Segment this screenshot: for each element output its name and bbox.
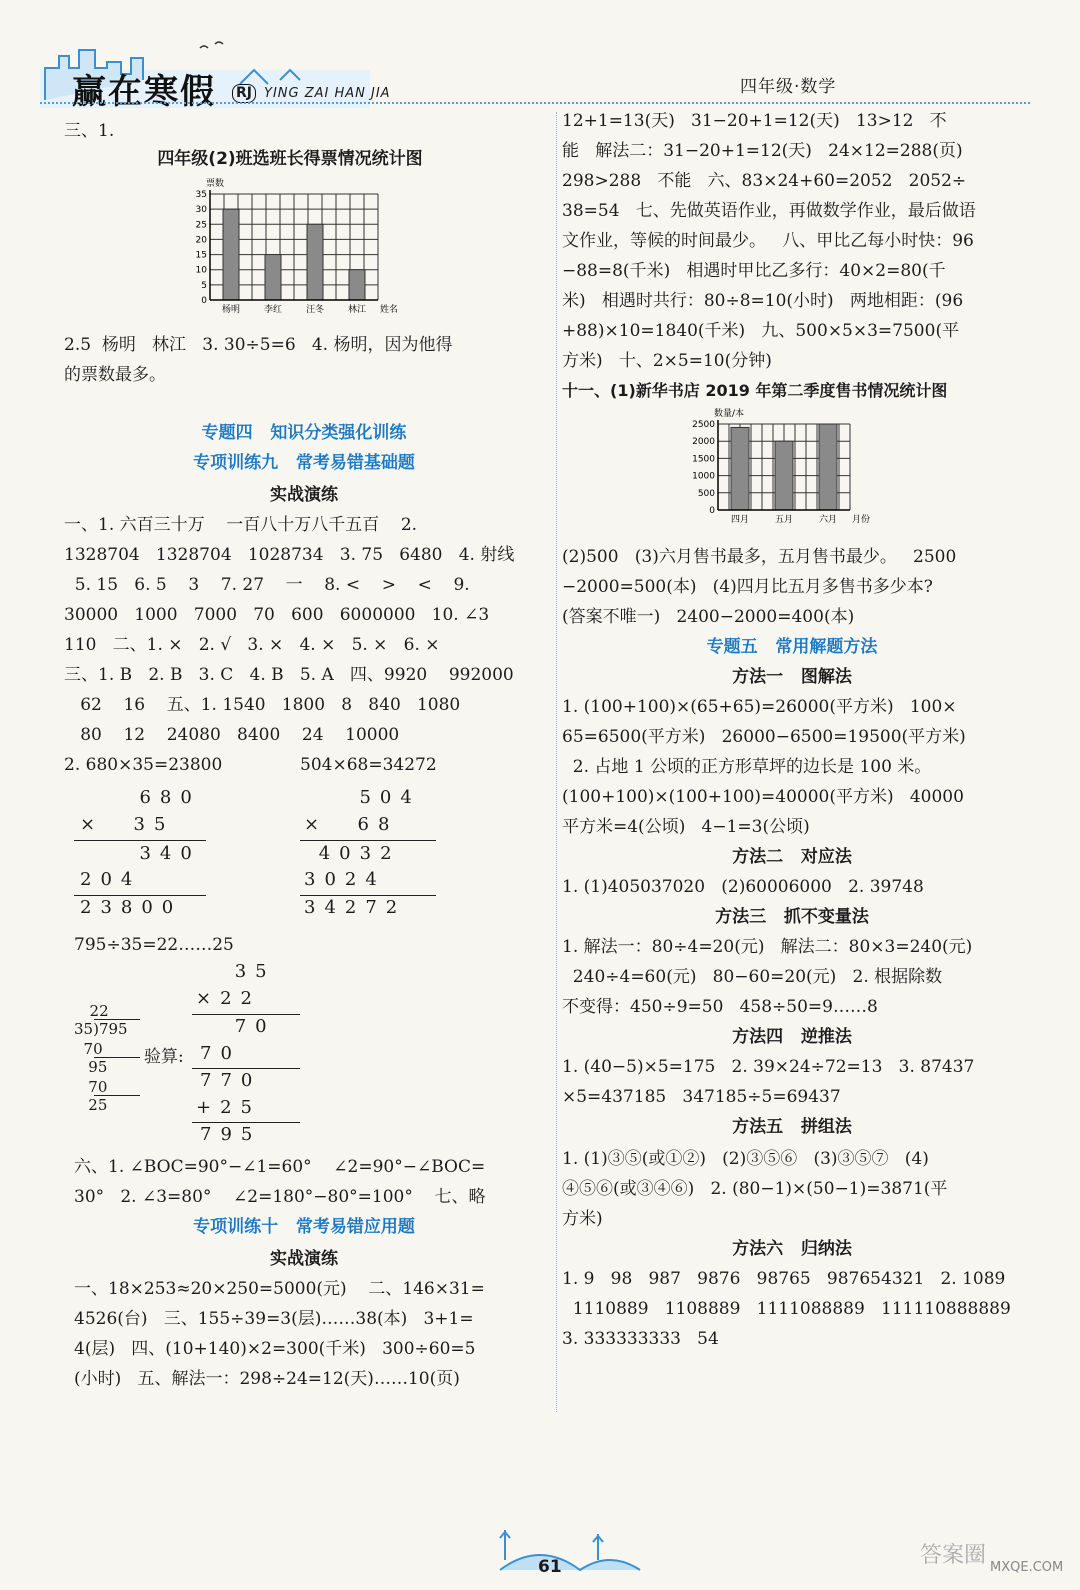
answer-line: 方米) bbox=[562, 1209, 603, 1229]
answer-line: 80 12 24080 8400 24 10000 bbox=[64, 725, 400, 745]
x-axis-label: 姓名 bbox=[380, 305, 399, 315]
chart2-title: 十一、(1)新华书店 2019 年第二季度售书情况统计图 bbox=[562, 381, 948, 400]
arith-row: 25 bbox=[74, 1096, 108, 1114]
arith-row: 22 bbox=[80, 1002, 109, 1020]
y-tick-label: 0 bbox=[201, 296, 207, 306]
x-tick-label: 四月 bbox=[730, 515, 750, 525]
y-tick-label: 0 bbox=[709, 506, 715, 516]
arith-row: +25 bbox=[196, 1097, 261, 1118]
answer-line: 65=6500(平方米) 26000−6500=19500(平方米) bbox=[562, 727, 966, 747]
arith-row: 95 bbox=[74, 1058, 108, 1076]
method-heading: 方法四 逆推法 bbox=[732, 1027, 852, 1047]
column-divider bbox=[556, 112, 557, 1412]
answer-line: 30° 2. ∠3=80° ∠2=180°−80°=100° 七、略 bbox=[74, 1187, 486, 1207]
bar bbox=[349, 270, 365, 300]
answer-line: 1328704 1328704 1028734 3. 75 6480 4. 射线 bbox=[64, 545, 515, 565]
y-axis-label: 票数 bbox=[206, 179, 225, 189]
x-axis-label: 月份 bbox=[852, 515, 871, 525]
y-tick-label: 10 bbox=[195, 265, 207, 276]
vote-bar-chart bbox=[180, 176, 400, 326]
arith-row: 70 bbox=[74, 1078, 108, 1096]
answer-line: 的票数最多。 bbox=[64, 365, 166, 385]
answer-line: 30000 1000 7000 70 600 6000000 10. ∠3 bbox=[64, 605, 490, 625]
answer-line: −2000=500(本) (4)四月比五月多售书多少本? bbox=[562, 577, 933, 597]
answer-line: 六、1. ∠BOC=90°−∠1=60° ∠2=90°−∠BOC= bbox=[74, 1157, 486, 1177]
header-rule bbox=[40, 102, 1030, 104]
answer-line: 一、18×253≈20×250=5000(元) 二、146×31= bbox=[74, 1279, 485, 1299]
arith-row: 680 bbox=[110, 787, 201, 808]
y-tick-label: 25 bbox=[195, 220, 207, 231]
arith-row: 204 bbox=[80, 869, 142, 890]
x-tick-label: 六月 bbox=[818, 515, 838, 525]
answer-line: (答案不唯一) 2400−2000=400(本) bbox=[562, 607, 855, 627]
method-heading: 方法三 抓不变量法 bbox=[715, 907, 869, 927]
x-tick-label: 汪冬 bbox=[305, 305, 325, 315]
answer-line: 62 16 五、1. 1540 1800 8 840 1080 bbox=[64, 695, 461, 715]
arith-row: 23800 bbox=[80, 897, 183, 918]
arith-row: 795 bbox=[200, 1124, 262, 1145]
training10-heading: 专项训练十 常考易错应用题 bbox=[193, 1217, 415, 1237]
answer-line: ④⑤⑥(或③④⑥) 2. (80−1)×(50−1)=3871(平 bbox=[562, 1179, 948, 1199]
arith-row: 35 bbox=[220, 961, 276, 982]
chart1-title: 四年级(2)班选班长得票情况统计图 bbox=[157, 149, 423, 169]
method-heading: 方法五 拼组法 bbox=[732, 1117, 852, 1137]
answer-line: 文作业，等候的时间最少。 八、甲比乙每小时快：96 bbox=[562, 231, 974, 251]
method-heading: 方法一 图解法 bbox=[732, 667, 852, 687]
answer-line: 一、1. 六百三十万 一百八十万八千五百 2. bbox=[64, 515, 418, 535]
page-number: 61 bbox=[538, 1557, 562, 1577]
arith-row: 340 bbox=[110, 843, 201, 864]
answer-line: 2.5 杨明 林江 3. 30÷5=6 4. 杨明，因为他得 bbox=[64, 335, 453, 355]
answer-line: 240÷4=60(元) 80−60=20(元) 2. 根据除数 bbox=[562, 967, 943, 987]
method-heading: 方法二 对应法 bbox=[732, 847, 852, 867]
arith-row: 70 bbox=[220, 1016, 276, 1037]
verify-label: 验算: bbox=[144, 1047, 184, 1067]
answer-line: (100+100)×(100+100)=40000(平方米) 40000 bbox=[562, 787, 964, 807]
arith-row: 770 bbox=[200, 1070, 262, 1091]
method-heading: 方法六 归纳法 bbox=[732, 1239, 852, 1259]
arith-row: × 68 bbox=[304, 814, 399, 835]
answer-line: 298>288 不能 六、83×24+60=2052 2052÷ bbox=[562, 171, 967, 191]
book-sales-bar-chart bbox=[680, 408, 900, 534]
grade-subject: 四年级·数学 bbox=[740, 77, 837, 97]
bar bbox=[307, 224, 323, 300]
bar bbox=[819, 424, 837, 510]
y-tick-label: 5 bbox=[201, 280, 207, 291]
answer-line: 795÷35=22……25 bbox=[74, 935, 234, 955]
answer-line: 三、1. B 2. B 3. C 4. B 5. A 四、9920 992000 bbox=[64, 665, 514, 685]
y-tick-label: 30 bbox=[195, 205, 207, 216]
answer-line: 1. (1)405037020 (2)60006000 2. 39748 bbox=[562, 877, 924, 897]
answer-line: 110 二、1. × 2. √ 3. × 4. × 5. × 6. × bbox=[64, 635, 440, 655]
answer-line: (2)500 (3)六月售书最多，五月售书最少。 2500 bbox=[562, 547, 957, 567]
answer-line: 米) 相遇时共行：80÷8=10(小时) 两地相距：(96 bbox=[562, 291, 964, 311]
x-tick-label: 林江 bbox=[347, 305, 367, 315]
bar bbox=[731, 427, 749, 510]
x-tick-label: 杨明 bbox=[221, 305, 241, 315]
y-tick-label: 15 bbox=[195, 250, 207, 261]
answer-line: 504×68=34272 bbox=[300, 755, 437, 775]
arith-rule bbox=[94, 1019, 140, 1020]
answer-line: (小时) 五、解法一：298÷24=12(天)……10(页) bbox=[74, 1369, 460, 1389]
training9-heading: 专项训练九 常考易错基础题 bbox=[193, 453, 415, 473]
answer-line: 1. 解法一：80÷4=20(元) 解法二：80×3=240(元) bbox=[562, 937, 973, 957]
answer-line: 2. 占地 1 公顷的正方形草坪的边长是 100 米。 bbox=[562, 757, 932, 777]
practice-heading: 实战演练 bbox=[270, 485, 338, 505]
arith-row: 504 bbox=[330, 787, 421, 808]
arith-row: 35)795 bbox=[74, 1020, 128, 1038]
answer-line: 1. (40−5)×5=175 2. 39×24÷72=13 3. 87437 bbox=[562, 1057, 975, 1077]
brand-pinyin: YING ZAI HAN JIA bbox=[264, 86, 391, 101]
answer-line: 方米) 十、2×5=10(分钟) bbox=[562, 351, 772, 371]
y-tick-label: 1000 bbox=[692, 471, 715, 482]
brand-title: 赢在寒假 bbox=[72, 72, 216, 112]
answer-line: 2. 680×35=23800 bbox=[64, 755, 223, 775]
answer-line: 4526(台) 三、155÷39=3(层)……38(本) 3+1= bbox=[74, 1309, 474, 1329]
topic5-heading: 专题五 常用解题方法 bbox=[706, 637, 878, 657]
answer-line: −88=8(千米) 相遇时甲比乙多行：40×2=80(千 bbox=[562, 261, 946, 281]
y-axis-label: 数量/本 bbox=[714, 409, 745, 419]
y-tick-label: 20 bbox=[195, 235, 207, 246]
bar bbox=[265, 255, 281, 300]
y-tick-label: 35 bbox=[195, 190, 207, 200]
answer-line: 不变得：450÷9=50 458÷50=9……8 bbox=[562, 997, 878, 1017]
y-tick-label: 500 bbox=[697, 488, 715, 499]
x-tick-label: 五月 bbox=[774, 515, 794, 525]
answer-line: 1110889 1108889 1111088889 111110888889 bbox=[562, 1299, 1011, 1319]
arith-row: 70 bbox=[74, 1040, 103, 1058]
arith-row: × 35 bbox=[80, 814, 175, 835]
topic4-heading: 专题四 知识分类强化训练 bbox=[201, 423, 407, 443]
answer-line: 12+1=13(天) 31−20+1=12(天) 13>12 不 bbox=[562, 111, 947, 131]
y-tick-label: 1500 bbox=[692, 454, 715, 465]
answer-line: 能 解法二：31−20+1=12(天) 24×12=288(页) bbox=[562, 141, 963, 161]
watermark-site: 答案圈 bbox=[920, 1543, 987, 1568]
answer-line: 1. (1)③⑤(或①②) (2)③⑤⑥ (3)③⑤⑦ (4) bbox=[562, 1149, 929, 1169]
answer-line: 5. 15 6. 5 3 7. 27 一 8. < > < 9. bbox=[64, 575, 470, 595]
arith-row: 3024 bbox=[304, 869, 386, 890]
practice-heading: 实战演练 bbox=[270, 1249, 338, 1269]
bar bbox=[223, 209, 239, 300]
section-label: 三、1. bbox=[64, 121, 115, 141]
arith-row: ×22 bbox=[196, 988, 261, 1009]
arith-row: 70 bbox=[200, 1043, 241, 1064]
answer-line: ×5=437185 347185÷5=69437 bbox=[562, 1087, 841, 1107]
arith-row: 4032 bbox=[304, 843, 401, 864]
bar bbox=[775, 441, 793, 510]
answer-line: 3. 333333333 54 bbox=[562, 1329, 719, 1349]
answer-line: 1. (100+100)×(65+65)=26000(平方米) 100× bbox=[562, 697, 957, 717]
answer-line: 38=54 七、先做英语作业，再做数学作业，最后做语 bbox=[562, 201, 976, 221]
y-tick-label: 2000 bbox=[692, 437, 715, 448]
y-tick-label: 2500 bbox=[692, 420, 715, 430]
watermark-text: MXQE.COM bbox=[990, 1560, 1064, 1575]
answer-line: 1. 9 98 987 9876 98765 987654321 2. 1089 bbox=[562, 1269, 1006, 1289]
edition-badge: RJ bbox=[232, 84, 256, 103]
arith-row: 34272 bbox=[304, 897, 407, 918]
answer-line: +88)×10=1840(千米) 九、500×5×3=7500(平 bbox=[562, 321, 960, 341]
answer-line: 4(层) 四、(10+140)×2=300(千米) 300÷60=5 bbox=[74, 1339, 476, 1359]
x-tick-label: 李红 bbox=[263, 305, 283, 315]
answer-line: 平方米=4(公顷) 4−1=3(公顷) bbox=[562, 817, 810, 837]
